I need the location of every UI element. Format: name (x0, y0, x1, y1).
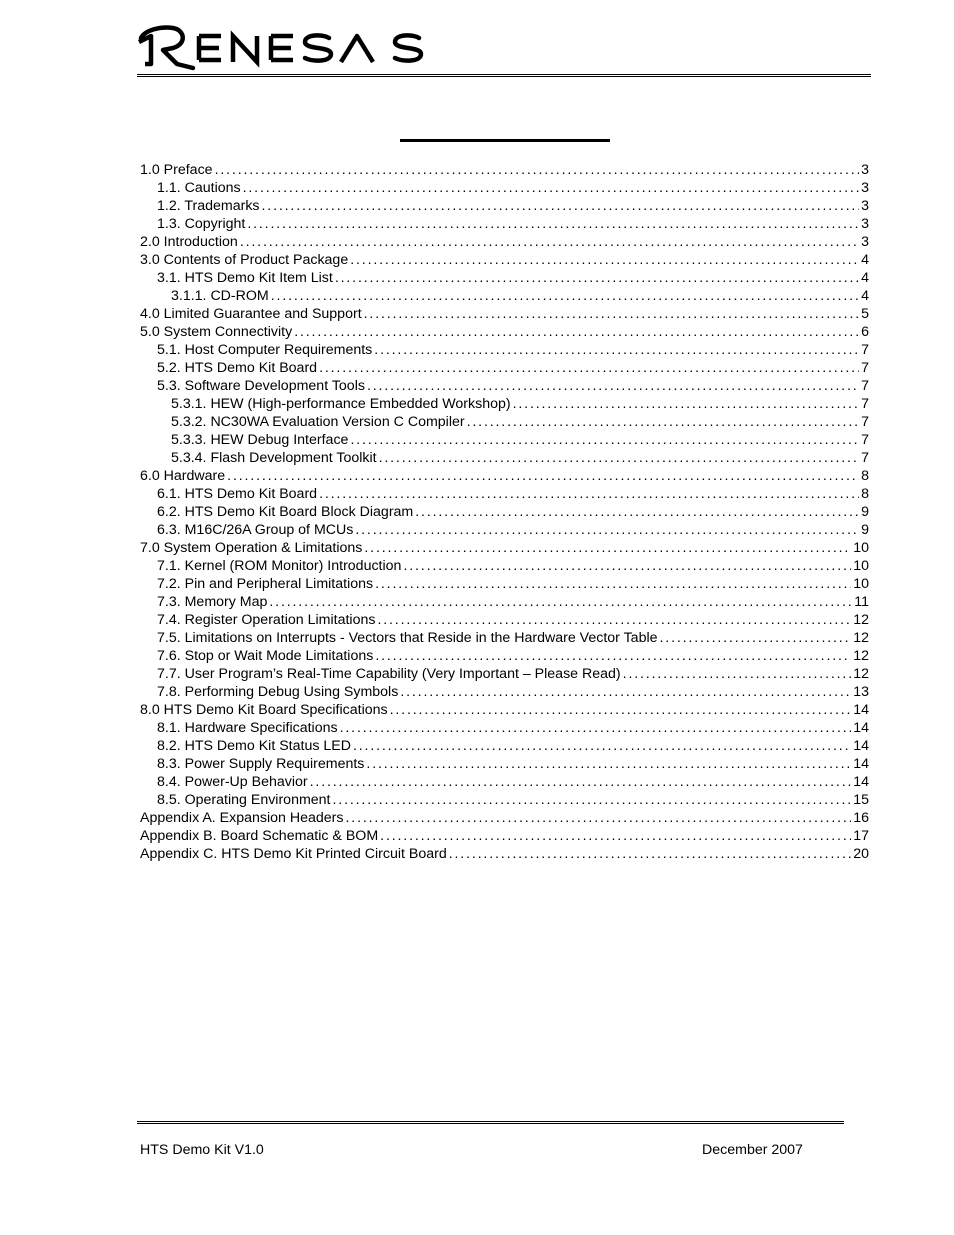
toc-dot-leader (243, 179, 860, 197)
toc-entry-page: 9 (861, 504, 869, 520)
toc-entry-page: 7 (861, 396, 869, 412)
toc-dot-leader (350, 431, 859, 449)
toc-entry-title: 4.0 Limited Guarantee and Support (140, 306, 362, 322)
toc-entry-title: 7.6. Stop or Wait Mode Limitations (157, 648, 374, 664)
toc-entry[interactable] (140, 467, 869, 485)
toc-entry[interactable] (140, 539, 869, 557)
toc-entry-page: 3 (861, 234, 869, 250)
toc-entry[interactable] (140, 305, 869, 323)
toc-dot-leader (467, 413, 860, 431)
renesas-logo-icon (137, 24, 427, 72)
toc-entry-page: 16 (853, 810, 869, 826)
toc-entry-title: 6.0 Hardware (140, 468, 226, 484)
toc-dot-leader (513, 395, 860, 413)
toc-entry[interactable] (140, 827, 869, 845)
toc-entry-title: 5.0 System Connectivity (140, 324, 293, 340)
toc-entry-title: 1.1. Cautions (157, 180, 241, 196)
toc-entry[interactable] (140, 359, 869, 377)
toc-entry[interactable] (140, 197, 869, 215)
toc-entry[interactable] (140, 719, 869, 737)
toc-entry-title: Appendix A. Expansion Headers (140, 810, 344, 826)
toc-entry-title: 1.0 Preface (140, 162, 213, 178)
toc-entry-page: 14 (853, 774, 869, 790)
toc-entry[interactable] (140, 449, 869, 467)
toc-entry-page: 12 (853, 666, 869, 682)
toc-entry-title: 6.1. HTS Demo Kit Board (157, 486, 318, 502)
toc-entry[interactable] (140, 269, 869, 287)
toc-entry-title: 7.7. User Program’s Real-Time Capability (Very Important – Please Read) (157, 666, 621, 682)
toc-entry[interactable] (140, 809, 869, 827)
toc-entry[interactable] (140, 629, 869, 647)
footer-rule (137, 1121, 844, 1124)
toc-entry-title: 5.3.4. Flash Development Toolkit (171, 450, 377, 466)
toc-entry-page: 13 (853, 684, 869, 700)
toc-dot-leader (377, 611, 851, 629)
toc-dot-leader (346, 809, 852, 827)
toc-dot-leader (319, 359, 859, 377)
toc-entry-title: 5.1. Host Computer Requirements (157, 342, 373, 358)
toc-entry[interactable] (140, 701, 869, 719)
toc-entry-page: 7 (861, 360, 869, 376)
toc-entry-title: Appendix C. HTS Demo Kit Printed Circuit Board (140, 846, 447, 862)
toc-entry-page: 5 (861, 306, 869, 322)
toc-entry[interactable] (140, 485, 869, 503)
toc-entry[interactable] (140, 593, 869, 611)
toc-entry-page: 12 (853, 648, 869, 664)
toc-entry[interactable] (140, 215, 869, 233)
toc-entry[interactable] (140, 521, 869, 539)
toc-dot-leader (364, 305, 859, 323)
toc-entry-page: 9 (861, 522, 869, 538)
toc-entry[interactable] (140, 233, 869, 251)
toc-entry-title: 6.3. M16C/26A Group of MCUs (157, 522, 354, 538)
toc-entry-title: 5.2. HTS Demo Kit Board (157, 360, 318, 376)
toc-dot-leader (364, 539, 851, 557)
toc-entry-title: 7.5. Limitations on Interrupts - Vectors that Reside in the Hardware Vector Table (157, 630, 658, 646)
toc-entry-title: 3.0 Contents of Product Package (140, 252, 349, 268)
renesas-logo (137, 24, 427, 72)
toc-entry-page: 7 (861, 342, 869, 358)
toc-entry-title: 3.1. HTS Demo Kit Item List (157, 270, 333, 286)
toc-entry-page: 15 (853, 792, 869, 808)
toc-dot-leader (449, 845, 851, 863)
toc-entry-title: 2.0 Introduction (140, 234, 238, 250)
toc-entry-page: 8 (861, 468, 869, 484)
toc-entry[interactable] (140, 845, 869, 863)
toc-entry-page: 10 (853, 576, 869, 592)
toc-entry-page: 4 (861, 252, 869, 268)
toc-entry[interactable] (140, 611, 869, 629)
toc-entry[interactable] (140, 683, 869, 701)
toc-entry[interactable] (140, 323, 869, 341)
toc-entry-title: 8.4. Power-Up Behavior (157, 774, 308, 790)
table-of-contents (140, 161, 869, 863)
toc-entry-page: 20 (853, 846, 869, 862)
toc-entry[interactable] (140, 773, 869, 791)
toc-entry-page: 6 (861, 324, 869, 340)
toc-entry[interactable] (140, 557, 869, 575)
toc-entry[interactable] (140, 503, 869, 521)
toc-entry-title: 7.4. Register Operation Limitations (157, 612, 376, 628)
toc-entry[interactable] (140, 251, 869, 269)
toc-entry-title: 5.3.1. HEW (High-performance Embedded Workshop) (171, 396, 511, 412)
toc-entry[interactable] (140, 395, 869, 413)
toc-entry-title: 8.0 HTS Demo Kit Board Specifications (140, 702, 388, 718)
toc-entry-title: 8.3. Power Supply Requirements (157, 756, 365, 772)
toc-dot-leader (366, 755, 851, 773)
toc-entry-title: 1.2. Trademarks (157, 198, 260, 214)
toc-entry-title: 7.0 System Operation & Limitations (140, 540, 363, 556)
toc-dot-leader (333, 791, 852, 809)
toc-entry-page: 12 (853, 612, 869, 628)
toc-dot-leader (355, 521, 859, 539)
toc-entry-page: 7 (861, 432, 869, 448)
header-rule (137, 74, 871, 77)
toc-entry-title: 3.1.1. CD-ROM (171, 288, 269, 304)
toc-entry-page: 7 (861, 450, 869, 466)
toc-entry-title: 5.3. Software Development Tools (157, 378, 365, 394)
toc-entry-page: 7 (861, 378, 869, 394)
toc-entry-page: 3 (861, 198, 869, 214)
footer-document-name: HTS Demo Kit V1.0 (140, 1142, 264, 1158)
toc-dot-leader (247, 215, 859, 233)
toc-dot-leader (294, 323, 859, 341)
toc-dot-leader (380, 827, 851, 845)
toc-dot-leader (215, 161, 860, 179)
toc-entry-title: 6.2. HTS Demo Kit Board Block Diagram (157, 504, 414, 520)
toc-dot-leader (269, 593, 852, 611)
toc-entry-page: 3 (861, 216, 869, 232)
toc-dot-leader (375, 575, 851, 593)
toc-dot-leader (340, 719, 852, 737)
toc-entry[interactable] (140, 161, 869, 179)
toc-entry-title: 8.2. HTS Demo Kit Status LED (157, 738, 351, 754)
toc-entry[interactable] (140, 665, 869, 683)
toc-entry-page: 14 (853, 738, 869, 754)
toc-dot-leader (335, 269, 859, 287)
toc-entry[interactable] (140, 179, 869, 197)
toc-entry-page: 14 (853, 702, 869, 718)
toc-entry-page: 8 (861, 486, 869, 502)
toc-entry-page: 4 (861, 270, 869, 286)
toc-entry-title: 1.3. Copyright (157, 216, 246, 232)
toc-entry-title: 7.1. Kernel (ROM Monitor) Introduction (157, 558, 402, 574)
toc-dot-leader (403, 557, 851, 575)
toc-title-rule (400, 139, 610, 142)
toc-entry[interactable] (140, 287, 869, 305)
toc-entry-page: 10 (853, 558, 869, 574)
toc-entry-title: 8.5. Operating Environment (157, 792, 331, 808)
toc-entry-page: 12 (853, 630, 869, 646)
toc-dot-leader (375, 647, 851, 665)
toc-dot-leader (227, 467, 859, 485)
toc-entry-title: 7.2. Pin and Peripheral Limitations (157, 576, 374, 592)
toc-entry-page: 10 (853, 540, 869, 556)
toc-entry-page: 14 (853, 756, 869, 772)
toc-dot-leader (240, 233, 859, 251)
toc-entry[interactable] (140, 431, 869, 449)
toc-entry-title: 8.1. Hardware Specifications (157, 720, 338, 736)
toc-dot-leader (310, 773, 852, 791)
toc-dot-leader (390, 701, 852, 719)
toc-dot-leader (319, 485, 859, 503)
toc-entry[interactable] (140, 341, 869, 359)
toc-entry-page: 17 (853, 828, 869, 844)
toc-entry-page: 7 (861, 414, 869, 430)
toc-dot-leader (350, 251, 859, 269)
toc-dot-leader (623, 665, 852, 683)
toc-entry-title: 5.3.2. NC30WA Evaluation Version C Compiler (171, 414, 465, 430)
toc-entry[interactable] (140, 413, 869, 431)
toc-dot-leader (367, 377, 859, 395)
toc-entry-title: 7.3. Memory Map (157, 594, 268, 610)
toc-entry-title: 5.3.3. HEW Debug Interface (171, 432, 349, 448)
toc-dot-leader (262, 197, 860, 215)
toc-entry-page: 11 (854, 594, 869, 610)
toc-entry[interactable] (140, 647, 869, 665)
toc-entry[interactable] (140, 737, 869, 755)
toc-entry[interactable] (140, 377, 869, 395)
toc-entry-page: 3 (861, 162, 869, 178)
toc-entry-page: 4 (861, 288, 869, 304)
toc-entry[interactable] (140, 575, 869, 593)
toc-entry-title: 7.8. Performing Debug Using Symbols (157, 684, 399, 700)
footer-date: December 2007 (702, 1142, 803, 1158)
toc-entry-page: 3 (861, 180, 869, 196)
toc-dot-leader (271, 287, 859, 305)
toc-entry-page: 14 (853, 720, 869, 736)
toc-dot-leader (379, 449, 860, 467)
toc-dot-leader (353, 737, 851, 755)
toc-entry[interactable] (140, 755, 869, 773)
toc-entry[interactable] (140, 791, 869, 809)
toc-dot-leader (374, 341, 859, 359)
toc-dot-leader (400, 683, 851, 701)
toc-dot-leader (415, 503, 859, 521)
toc-entry-title: Appendix B. Board Schematic & BOM (140, 828, 379, 844)
toc-dot-leader (660, 629, 852, 647)
